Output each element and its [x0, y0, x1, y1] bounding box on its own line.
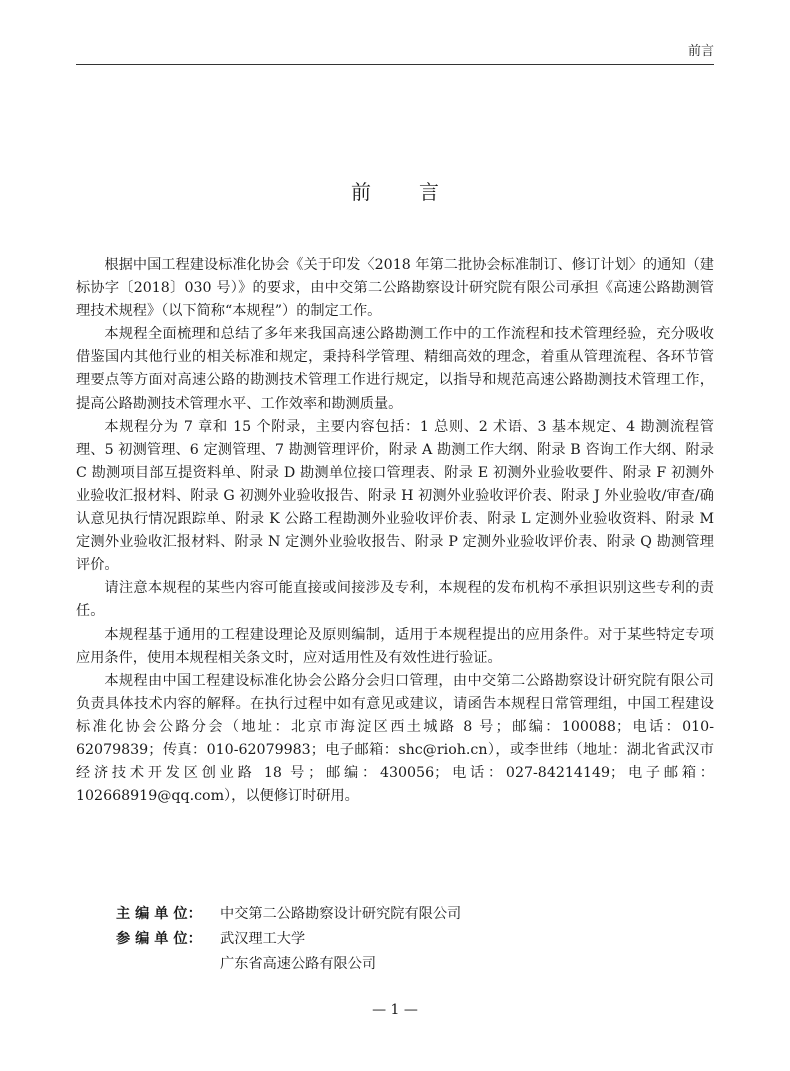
paragraph-contact: 本规程由中国工程建设标准化协会公路分会归口管理，由中交第二公路勘察设计研究院有限公司负责具体技术内容的解释。在执行过程中如有意见或建议，请函告本规程日常管理组，中国工程建设标准化协会公路分会（地址：北京市海淀区西土城路 8 号；邮编：100088；电话：010-62079839；传真：010-62079983；电子邮箱：shc@rioh.cn），或李世纬（地址：湖北省武汉市经济技术开发区创业路 18 号；邮编：430056；电话：027-84214149；电子邮箱：102668919@qq.com），以便修订时研用。 [76, 672, 714, 805]
participating-row-2 [116, 952, 461, 977]
page-number: — 1 — [372, 1002, 418, 1018]
paragraph-contents: 本规程分为 7 章和 15 个附录，主要内容包括：1 总则、2 术语、3 基本规定、4 勘测流程管理、5 初测管理、6 定测管理、7 勘测管理评价，附录 A 勘测工作大纲、附录 B 咨询工作大纲、附录 C 勘测项目部互提资料单、附录 D 勘测单位接口管理表、附录 E 初测外业验收要件、附录 F 初测外业验收汇报材料、附录 G 初测外业验收报告、附录 H 初测外业验收评价表、附录 J 外业验收/审查/确认意见执行情况跟踪单、附录 K 公路工程勘测外业验收评价表、附录 L 定测外业验收资料、附录 M 定测外业验收汇报材料、附录 N 定测外业验收报告、附录 P 定测外业验收评价表、附录 Q 勘测管理评价。 [76, 418, 714, 574]
participating-label: 参 编 单 位： [116, 931, 202, 947]
participating-row [116, 927, 461, 952]
chief-editor-value: 中交第二公路勘察设计研究院有限公司 [220, 906, 462, 922]
header-rule [76, 64, 714, 65]
title-char-left: 前 [351, 180, 371, 204]
running-header: 前言 [687, 44, 714, 59]
preface-body [76, 254, 714, 808]
participating-value-2: 广东省高速公路有限公司 [220, 956, 377, 972]
participating-value-1: 武汉理工大学 [220, 931, 306, 947]
chief-editor-row [116, 902, 461, 927]
page-title [0, 176, 790, 205]
paragraph-origin: 根据中国工程建设标准化协会《关于印发〈2018 年第二批协会标准制订、修订计划〉的通知（建标协字〔2018〕030 号）》的要求，由中交第二公路勘察设计研究院有限公司承担《高速公路勘测管理技术规程》（以下简称“本规程”）的制定工作。 [76, 257, 714, 320]
paragraph-summary: 本规程全面梳理和总结了多年来我国高速公路勘测工作中的工作流程和技术管理经验，充分吸收借鉴国内其他行业的相关标准和规定，秉持科学管理、精细高效的理念，着重从管理流程、各环节管理要点等方面对高速公路的勘测技术管理工作进行规定，以指导和规范高速公路勘测技术管理工作，提高公路勘测技术管理水平、工作效率和勘测质量。 [76, 326, 714, 412]
paragraph-applicability: 本规程基于通用的工程建设理论及原则编制，适用于本规程提出的应用条件。对于某些特定专项应用条件，使用本规程相关条文时，应对适用性及有效性进行验证。 [76, 626, 714, 666]
chief-editor-label: 主 编 单 位： [116, 906, 202, 922]
authors-block [116, 902, 461, 977]
paragraph-patent: 请注意本规程的某些内容可能直接或间接涉及专利，本规程的发布机构不承担识别这些专利的责任。 [76, 580, 714, 620]
title-char-right: 言 [419, 180, 439, 204]
